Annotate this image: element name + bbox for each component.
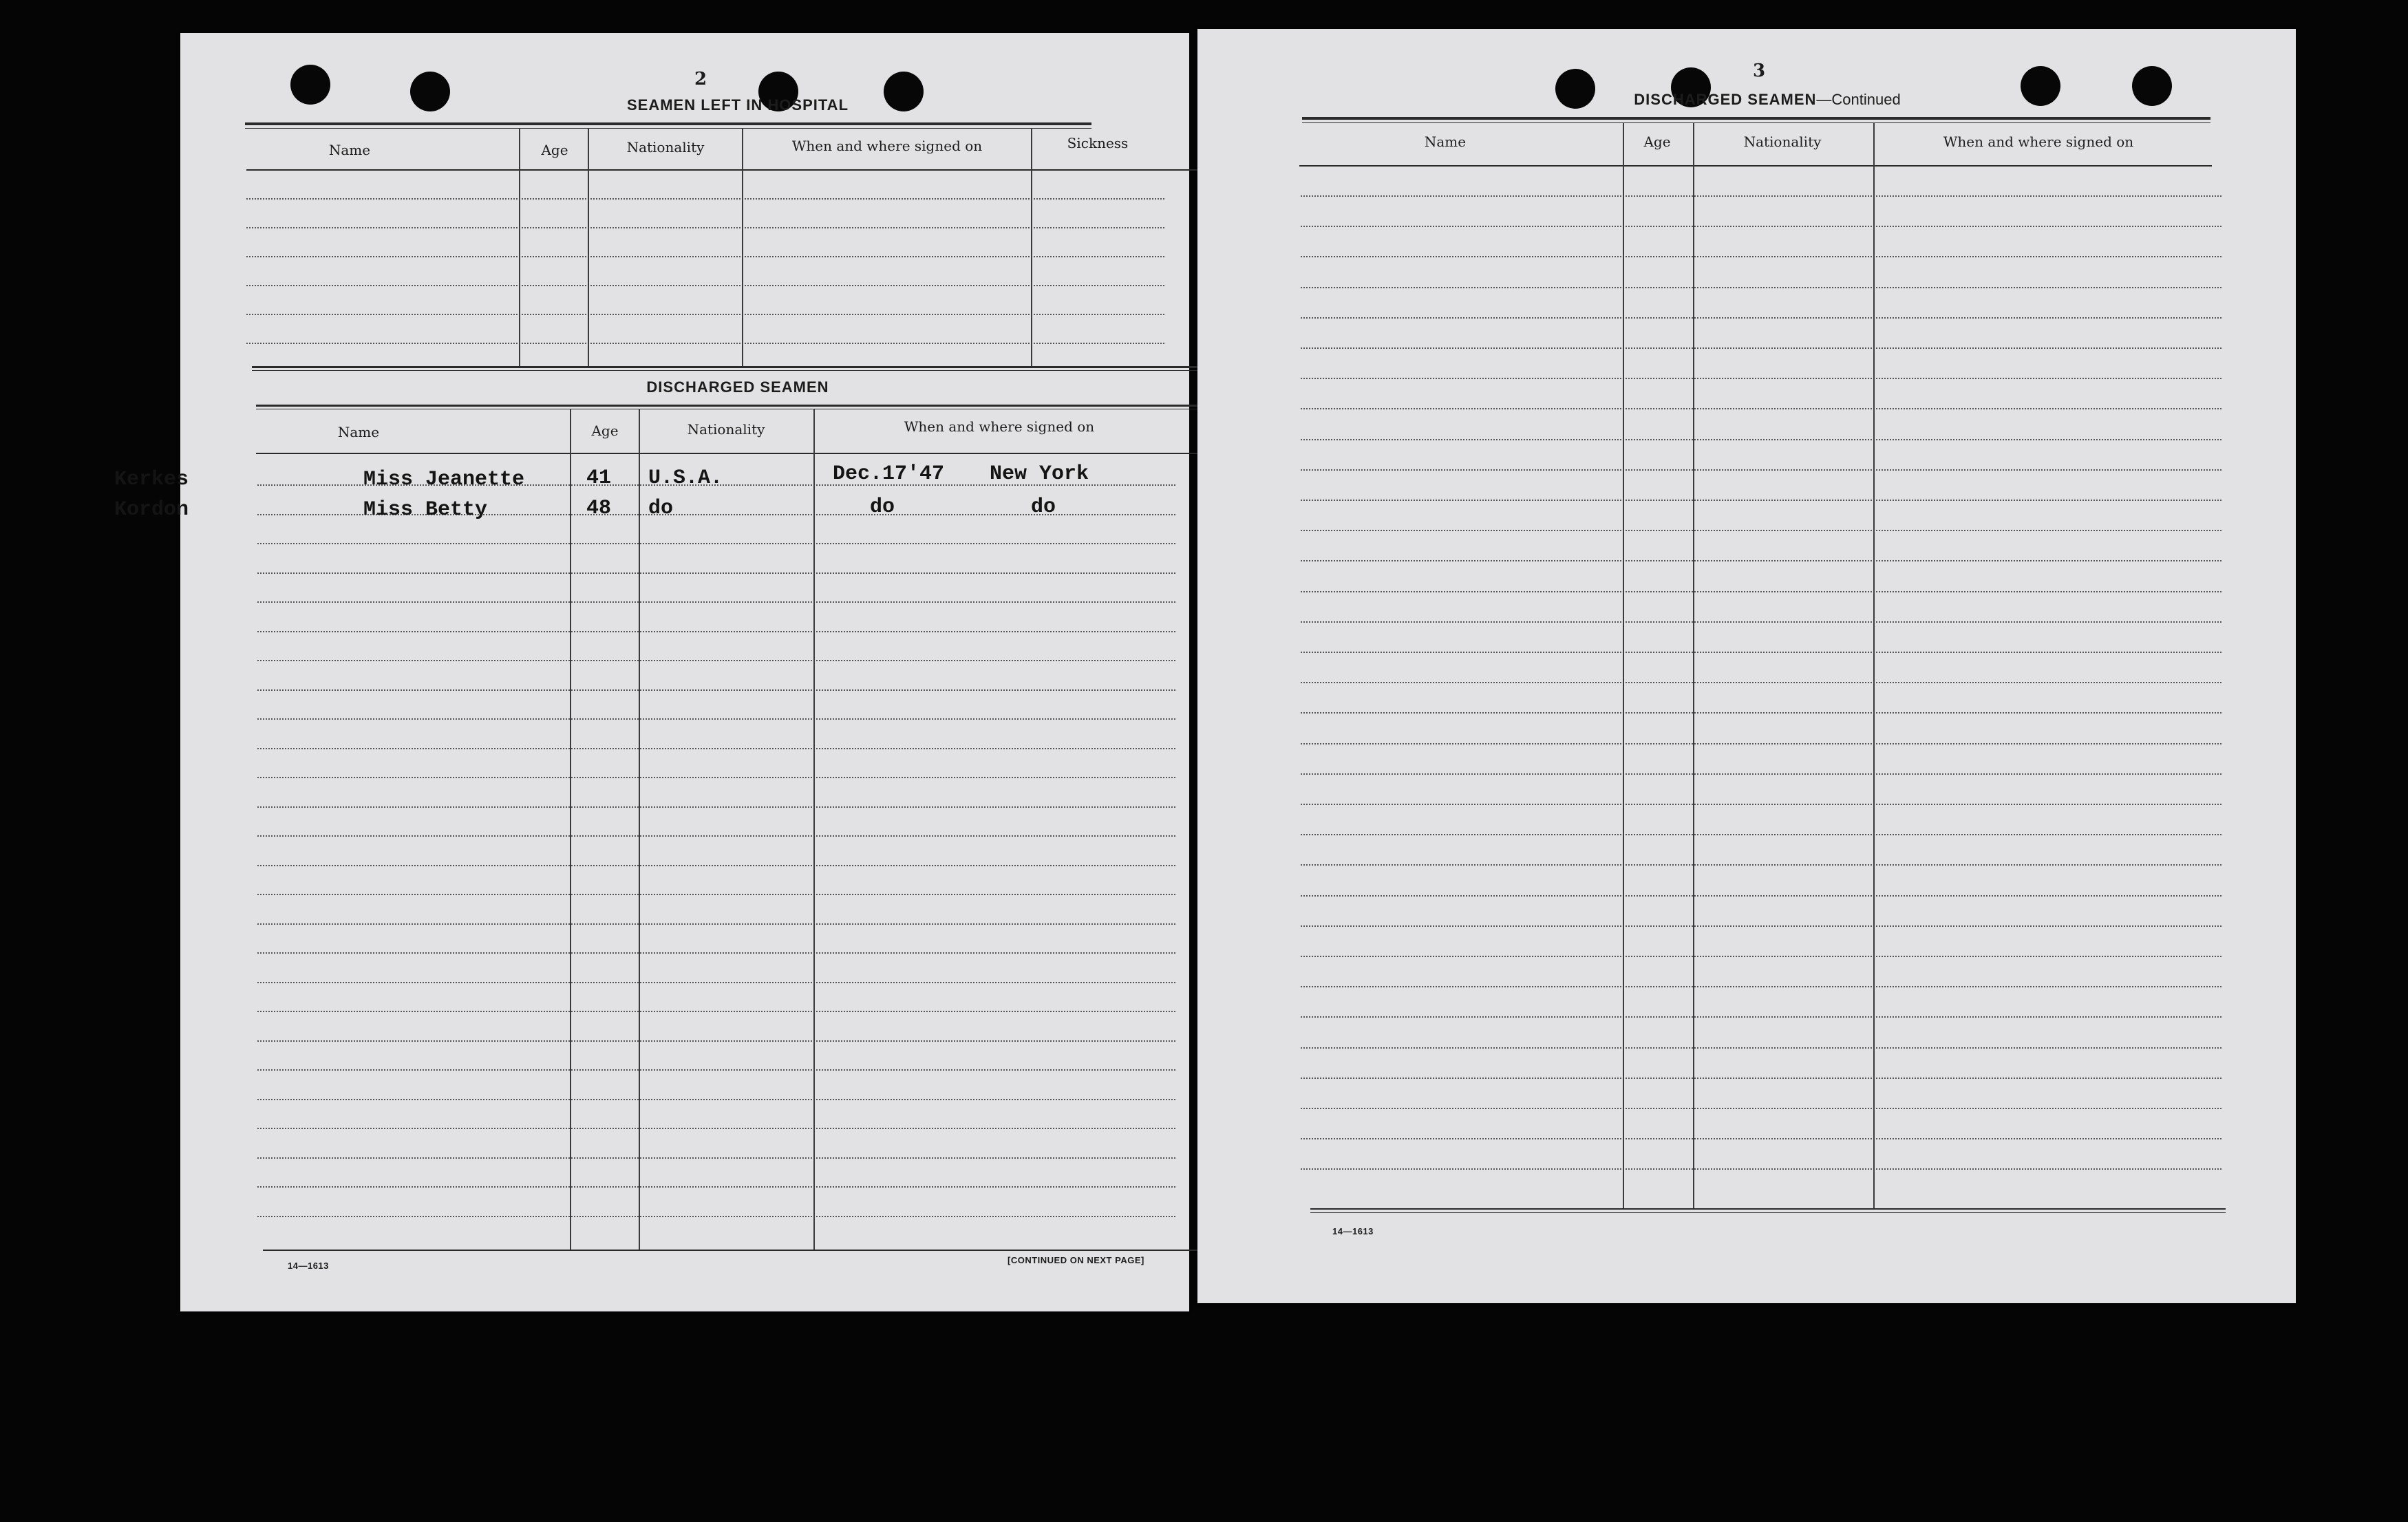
ruled-line [1301, 1168, 2221, 1170]
entry-date: do [870, 495, 895, 519]
column-divider [639, 409, 640, 1250]
page-number: 2 [694, 69, 707, 89]
ruled-line [1301, 773, 2221, 775]
column-divider [742, 128, 743, 366]
form-number: 14—1613 [288, 1261, 329, 1271]
ruled-line [257, 894, 1175, 895]
ruled-line [257, 543, 1175, 544]
ruled-line [257, 865, 1175, 866]
ruled-line [257, 631, 1175, 632]
ruled-line [257, 952, 1175, 954]
ruled-line [1301, 925, 2221, 927]
ruled-line [246, 256, 1164, 257]
ruled-line [257, 982, 1175, 983]
ruled-line [1301, 712, 2221, 714]
entry-place: New York [990, 462, 1089, 486]
column-divider [588, 128, 589, 366]
table-bottom-rule [252, 366, 1235, 368]
table-bottom-rule [1310, 1212, 2226, 1213]
ruled-line [257, 572, 1175, 574]
ruled-line [1301, 469, 2221, 471]
ruled-line [1301, 500, 2221, 501]
continued-note: [CONTINUED ON NEXT PAGE] [1008, 1255, 1144, 1265]
ruled-line [257, 835, 1175, 837]
section-title [1575, 91, 1960, 109]
col-header-signed-on: When and where signed on [904, 418, 1095, 435]
ruled-line [1301, 530, 2221, 531]
ruled-line [1301, 226, 2221, 227]
col-header-nationality: Nationality [1743, 133, 1822, 150]
ruled-line [1301, 591, 2221, 592]
ruled-line [1301, 652, 2221, 653]
ruled-line [257, 1040, 1175, 1042]
ruled-line [1301, 439, 2221, 440]
entry-date: Dec.17'47 [833, 462, 945, 486]
entry-age: 41 [586, 467, 612, 490]
section-title-hospital: SEAMEN LEFT IN HOSPITAL [626, 96, 849, 114]
ruled-line [1301, 895, 2221, 897]
ruled-line [1301, 408, 2221, 409]
col-header-sickness: Sickness [1067, 135, 1129, 151]
column-divider [1693, 122, 1694, 1208]
col-header-name: Name [337, 424, 380, 440]
ruled-line [257, 1099, 1175, 1100]
ruled-line [257, 1186, 1175, 1188]
col-header-age: Age [541, 142, 568, 158]
ruled-line [257, 1128, 1175, 1129]
col-header-signed-on: When and where signed on [791, 138, 983, 154]
ruled-line [1301, 256, 2221, 257]
ruled-line [1301, 834, 2221, 835]
ruled-line [1301, 287, 2221, 288]
header-rule [246, 169, 1230, 171]
table-bottom-rule [252, 370, 1235, 371]
ruled-line [246, 314, 1164, 315]
entry-surname: Kerkes [114, 468, 189, 491]
ruled-line [246, 343, 1164, 344]
ruled-line [257, 718, 1175, 720]
entry-nationality: U.S.A. [648, 467, 723, 490]
ruled-line [1301, 1016, 2221, 1018]
ruled-line [1301, 317, 2221, 319]
right-page [1197, 29, 2296, 1303]
ruled-line [257, 748, 1175, 749]
entry-place: do [1031, 495, 1056, 519]
table-top-rule [245, 128, 1091, 129]
punch-hole [2021, 66, 2060, 106]
ruled-line [1301, 804, 2221, 805]
ruled-line [1301, 195, 2221, 197]
form-number: 14—1613 [1332, 1226, 1374, 1236]
table-top-rule [1302, 122, 2210, 123]
entry-nationality: do [648, 497, 674, 520]
ruled-line [246, 198, 1164, 200]
entry-given-name: Miss Jeanette [363, 468, 525, 491]
ruled-line [257, 1216, 1175, 1217]
punch-hole [290, 65, 330, 105]
column-divider [813, 409, 815, 1250]
column-divider [570, 409, 571, 1250]
left-page [114, 33, 1189, 1311]
entry-given-name: Miss Betty [363, 498, 488, 522]
col-header-name: Name [328, 142, 371, 158]
ruled-line [257, 660, 1175, 661]
ruled-line [1301, 560, 2221, 561]
table-bottom-rule [263, 1250, 1254, 1251]
entry-surname: Kordon [114, 498, 189, 522]
ruled-line [246, 285, 1164, 286]
col-header-nationality: Nationality [687, 421, 765, 438]
header-rule [1299, 165, 2212, 167]
ruled-line [1301, 1138, 2221, 1139]
ruled-line [1301, 621, 2221, 623]
ruled-line [1301, 1078, 2221, 1079]
ruled-line [257, 1157, 1175, 1159]
ruled-line [257, 1011, 1175, 1012]
ruled-line [257, 806, 1175, 808]
ruled-line [257, 923, 1175, 925]
ruled-line [1301, 956, 2221, 957]
col-header-name: Name [1424, 133, 1467, 150]
ruled-line [257, 601, 1175, 603]
column-divider [519, 128, 520, 366]
column-divider [1873, 122, 1875, 1208]
ruled-line [1301, 1108, 2221, 1109]
col-header-age: Age [1643, 133, 1671, 150]
title-text: DISCHARGED SEAMEN [1634, 91, 1817, 108]
ruled-line [1301, 682, 2221, 683]
ruled-line [246, 227, 1164, 228]
column-divider [1623, 122, 1624, 1208]
ruled-line [1301, 378, 2221, 379]
ruled-line [257, 777, 1175, 778]
ruled-line [1301, 864, 2221, 866]
punch-hole [2132, 66, 2172, 106]
ruled-line [257, 689, 1175, 691]
column-divider [1031, 128, 1032, 366]
table-top-rule [256, 405, 1240, 407]
ruled-line [1301, 743, 2221, 744]
section-title-discharged: DISCHARGED SEAMEN [646, 378, 829, 396]
col-header-signed-on: When and where signed on [1943, 133, 2134, 150]
col-header-age: Age [591, 422, 619, 439]
ruled-line [1301, 347, 2221, 349]
table-top-rule [245, 122, 1091, 125]
table-bottom-rule [1310, 1208, 2226, 1210]
page-number: 3 [1752, 61, 1766, 81]
col-header-nationality: Nationality [626, 139, 705, 156]
table-top-rule [1302, 117, 2210, 120]
ruled-line [257, 1069, 1175, 1071]
entry-age: 48 [586, 497, 612, 520]
header-rule [256, 453, 1242, 454]
ruled-line [1301, 986, 2221, 987]
punch-hole [410, 72, 450, 111]
title-suffix: —Continued [1816, 91, 1901, 108]
ruled-line [1301, 1047, 2221, 1049]
